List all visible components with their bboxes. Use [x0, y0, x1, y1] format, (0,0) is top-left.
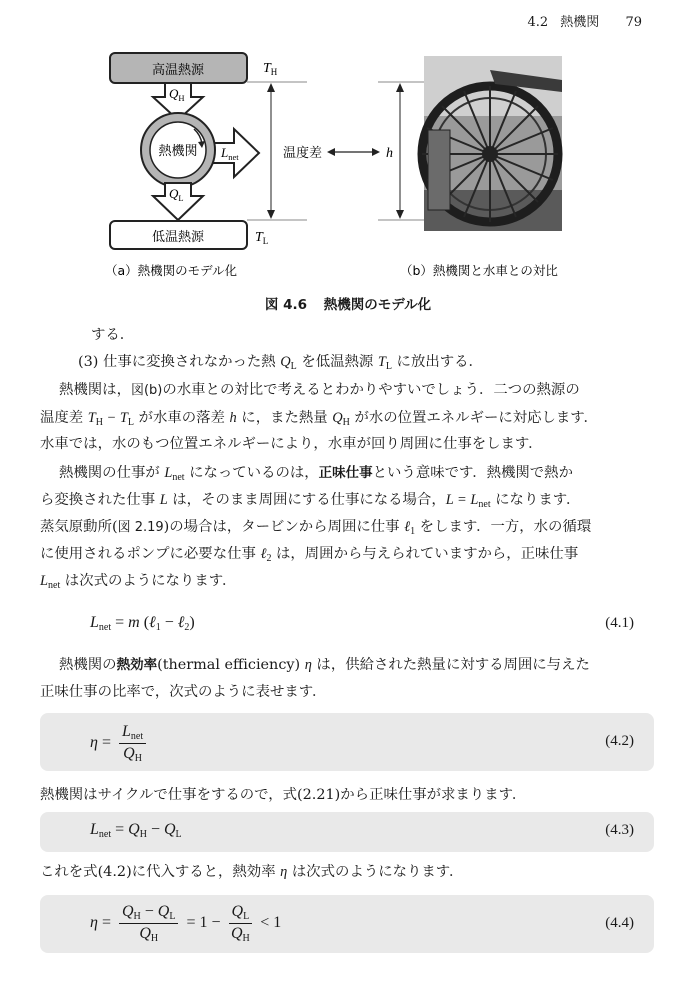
correspondence-arrowhead-left [327, 148, 335, 156]
text-fragment: 熱機関はサイクルで仕事をするので，式(2.21)から正味仕事が求まります． [40, 787, 527, 803]
math-th-minus-tl: $T_H - T_L$ [87, 410, 135, 428]
equation-4-3 [40, 812, 654, 852]
text-line [40, 859, 654, 885]
text-fragment: になっているのは， [184, 465, 319, 481]
text-fragment: が水の位置エネルギーに対応します． [349, 410, 598, 426]
equation-body: η = $\frac{L_{net}}{Q_H}$ [90, 723, 150, 764]
hot-source-label: 高温熱源 [151, 63, 205, 78]
equation-body: $L_{net} = Q_H - Q_L$ [90, 821, 182, 840]
text-line [40, 679, 654, 705]
text-line [91, 322, 696, 348]
text-fragment: 水車では，水のもつ位置エネルギーにより，水車が回り周囲に仕事をします． [40, 436, 543, 452]
equation-number: (4.1) [605, 615, 634, 631]
section-title: 熱機関 [560, 15, 600, 30]
cold-source-label: 低温熱源 [151, 230, 205, 245]
fraction: $\frac{L_{net}}{Q_H}$ [119, 723, 146, 764]
math-l-eq-lnet: $L = L_{net}$ [445, 492, 491, 510]
math-l: L [159, 492, 168, 508]
temp-diff-arrowhead-top [267, 83, 275, 92]
text-fragment: 蒸気原動所( [40, 519, 118, 535]
ql-label: $Q_L$ [169, 186, 184, 203]
equation-4-1 [40, 612, 654, 638]
text-line [40, 431, 654, 457]
text-fragment: )の場合は，タービンから周囲に仕事 [163, 519, 405, 535]
math-lnet: $L_{net}$ [164, 465, 185, 483]
fraction: $\frac{Q_L}{Q_H}$ [229, 903, 253, 944]
section-number: 4.2 [527, 15, 549, 30]
figure-caption [0, 293, 696, 313]
text-fragment: これを式(4.2)に代入すると，熱効率 [40, 864, 281, 880]
figure-reference: 図 2.19 [117, 520, 164, 535]
th-label: $T_H$ [263, 61, 278, 77]
text-fragment: という意味です．熱機関で熱か [372, 465, 573, 481]
water-wheel-photo [422, 56, 562, 231]
text-line [40, 782, 654, 808]
text-fragment: (3) 仕事に変換されなかった熱 [78, 354, 281, 370]
text-fragment: 正味仕事の比率で，次式のように表せます． [40, 684, 327, 700]
text-fragment: は次式のようになります． [287, 864, 464, 880]
math-l1: ℓ$_1$ [404, 519, 416, 537]
text-fragment: の水車との対比で考えるとわかりやすいでしょう．二つの熱源の [162, 382, 580, 398]
math-tl: $T_L$ [377, 354, 392, 372]
text-line [59, 652, 673, 678]
text-fragment: は，そのまま周囲にする仕事になる場合， [167, 492, 446, 508]
text-line [40, 568, 654, 599]
equation-body: η = $\frac{Q_H - Q_L}{Q_H}$ = 1 − $\frac{Q_L}{Q_H}$ < 1 [90, 903, 282, 944]
figure-caption-title: 熱機関のモデル化 [323, 297, 432, 313]
math-qh: $Q_H$ [332, 410, 350, 428]
figure-4-6 [95, 40, 605, 285]
text-fragment: ら変換された仕事 [40, 492, 160, 508]
lnet-label: $L_{net}$ [221, 145, 239, 162]
text-line [78, 349, 692, 380]
engine-label: 熱機関 [158, 144, 198, 159]
text-fragment: に放出する． [391, 354, 483, 370]
height-arrowhead-top [396, 83, 404, 92]
equation-number: (4.3) [605, 822, 634, 838]
figure-caption-label: 図 4.6 [264, 297, 308, 313]
text-fragment: 温度差 [40, 410, 88, 426]
term-thermal-efficiency: 熱効率 [116, 657, 158, 673]
equation-number: (4.2) [605, 733, 634, 749]
qh-label: $Q_H$ [169, 86, 185, 103]
caption-a: （a）熱機関のモデル化 [105, 263, 238, 278]
running-head [0, 11, 642, 30]
text-fragment: は，供給された熱量に対する周囲に与えた [311, 657, 590, 673]
page-number: 79 [625, 15, 642, 30]
math-l2: ℓ$_2$ [260, 546, 272, 564]
text-fragment: 熱機関の仕事が [59, 465, 165, 481]
math-ql: $Q_L$ [280, 354, 297, 372]
text-fragment: が水車の落差 [134, 410, 230, 426]
text-fragment: をします．一方，水の循環 [415, 519, 592, 535]
text-fragment: は次式のようになります． [60, 573, 237, 589]
text-fragment: に，また熱量 [236, 410, 333, 426]
text-fragment: に使用されるポンプに必要な仕事 [40, 546, 261, 562]
term-net-work: 正味仕事 [318, 465, 373, 481]
text-fragment: (thermal efficiency) [157, 657, 305, 673]
math-lnet: $L_{net}$ [40, 573, 61, 591]
equation-4-4 [40, 895, 654, 953]
text-fragment: 熱機関は， [59, 382, 131, 398]
text-fragment: する． [91, 327, 135, 343]
temp-diff-label: 温度差 [283, 146, 323, 161]
text-fragment: を低温熱源 [296, 354, 378, 370]
caption-b: （b）熱機関と水車との対比 [400, 263, 558, 278]
math-eta: η [304, 657, 312, 673]
equation-number: (4.4) [605, 915, 634, 931]
math-h: h [229, 410, 237, 426]
fraction: $\frac{Q_H - Q_L}{Q_H}$ [119, 903, 179, 944]
temp-diff-arrowhead-bottom [267, 210, 275, 219]
height-arrowhead-bottom [396, 210, 404, 219]
figure-reference: 図(b) [130, 383, 163, 398]
height-label: h [386, 146, 393, 161]
text-fragment: になります． [490, 492, 581, 508]
text-fragment: 熱機関の [59, 657, 117, 673]
math-eta: η [280, 864, 288, 880]
text-fragment: は，周囲から与えられていますから，正味仕事 [271, 546, 579, 562]
text-line [59, 377, 673, 404]
equation-body: $L_{net} = m$ (ℓ$_1$ − ℓ$_2$) [90, 614, 195, 633]
correspondence-arrowhead-right [372, 148, 380, 156]
tl-label: $T_L$ [255, 230, 269, 246]
equation-4-2 [40, 713, 654, 771]
